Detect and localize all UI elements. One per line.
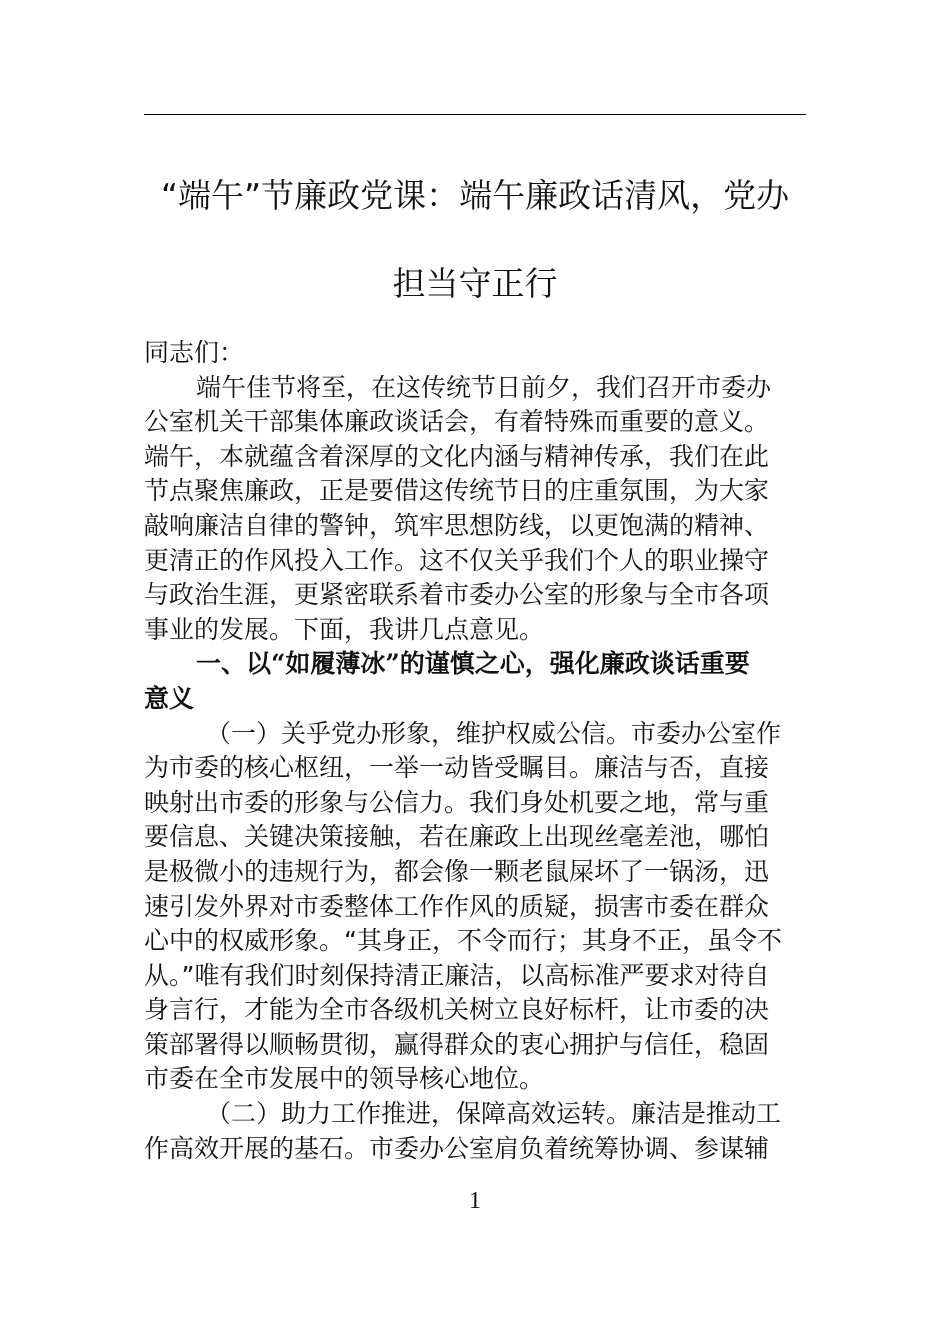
body-line: 映射出市委的形象与公信力。我们身处机要之地，常与重 (144, 787, 770, 817)
body-line: 是极微小的违规行为，都会像一颗老鼠屎坏了一锅汤，迅 (144, 856, 770, 886)
body-line: 市委在全市发展中的领导核心地位。 (144, 1064, 545, 1094)
body-line: 端午，本就蕴含着深厚的文化内涵与精神传承，我们在此 (144, 441, 770, 471)
title-line-1: “端午”节廉政党课：端午廉政话清风，党办 (160, 176, 790, 215)
body-line: 端午佳节将至，在这传统节日前夕，我们召开市委办 (196, 372, 772, 402)
body-line: 公室机关干部集体廉政谈话会，有着特殊而重要的意义。 (144, 407, 770, 437)
section-heading: 一、以“如履薄冰”的谨慎之心，强化廉政谈话重要 (196, 649, 750, 679)
subsection-line: （二）助力工作推进，保障高效运转。廉洁是推动工 (206, 1099, 782, 1129)
title-line-2: 担当守正行 (392, 264, 558, 303)
body-line: 为市委的核心枢纽，一举一动皆受瞩目。廉洁与否，直接 (144, 753, 770, 783)
body-line: 要信息、关键决策接触，若在廉政上出现丝毫差池，哪怕 (144, 822, 770, 852)
salutation: 同志们： (144, 338, 245, 367)
body-line: 敲响廉洁自律的警钟，筑牢思想防线，以更饱满的精神、 (144, 510, 770, 540)
body-line: 策部署得以顺畅贯彻，赢得群众的衷心拥护与信任，稳固 (144, 1029, 770, 1059)
body-line: 作高效开展的基石。市委办公室肩负着统筹协调、参谋辅 (144, 1133, 770, 1163)
document-title (144, 152, 806, 328)
body-line: 节点聚焦廉政，正是要借这传统节日的庄重氛围，为大家 (144, 476, 770, 506)
body-line: 与政治生涯，更紧密联系着市委办公室的形象与全市各项 (144, 580, 770, 610)
body-line: 更清正的作风投入工作。这不仅关乎我们个人的职业操守 (144, 545, 770, 575)
body-line: 身言行，才能为全市各级机关树立良好标杆，让市委的决 (144, 995, 770, 1025)
body-line: 事业的发展。下面，我讲几点意见。 (144, 614, 545, 644)
page-number: 1 (469, 1188, 481, 1214)
header-rule (144, 114, 806, 115)
document-body (144, 336, 806, 1166)
section-heading-cont: 意义 (144, 683, 195, 713)
body-line: 心中的权威形象。“其身正，不令而行；其身不正，虽令不 (144, 926, 782, 956)
body-line: 速引发外界对市委整体工作作风的质疑，损害市委在群众 (144, 891, 770, 921)
body-line: 从。”唯有我们时刻保持清正廉洁，以高标准严要求对待自 (144, 960, 770, 990)
subsection-line: （一）关乎党办形象，维护权威公信。市委办公室作 (206, 718, 782, 748)
